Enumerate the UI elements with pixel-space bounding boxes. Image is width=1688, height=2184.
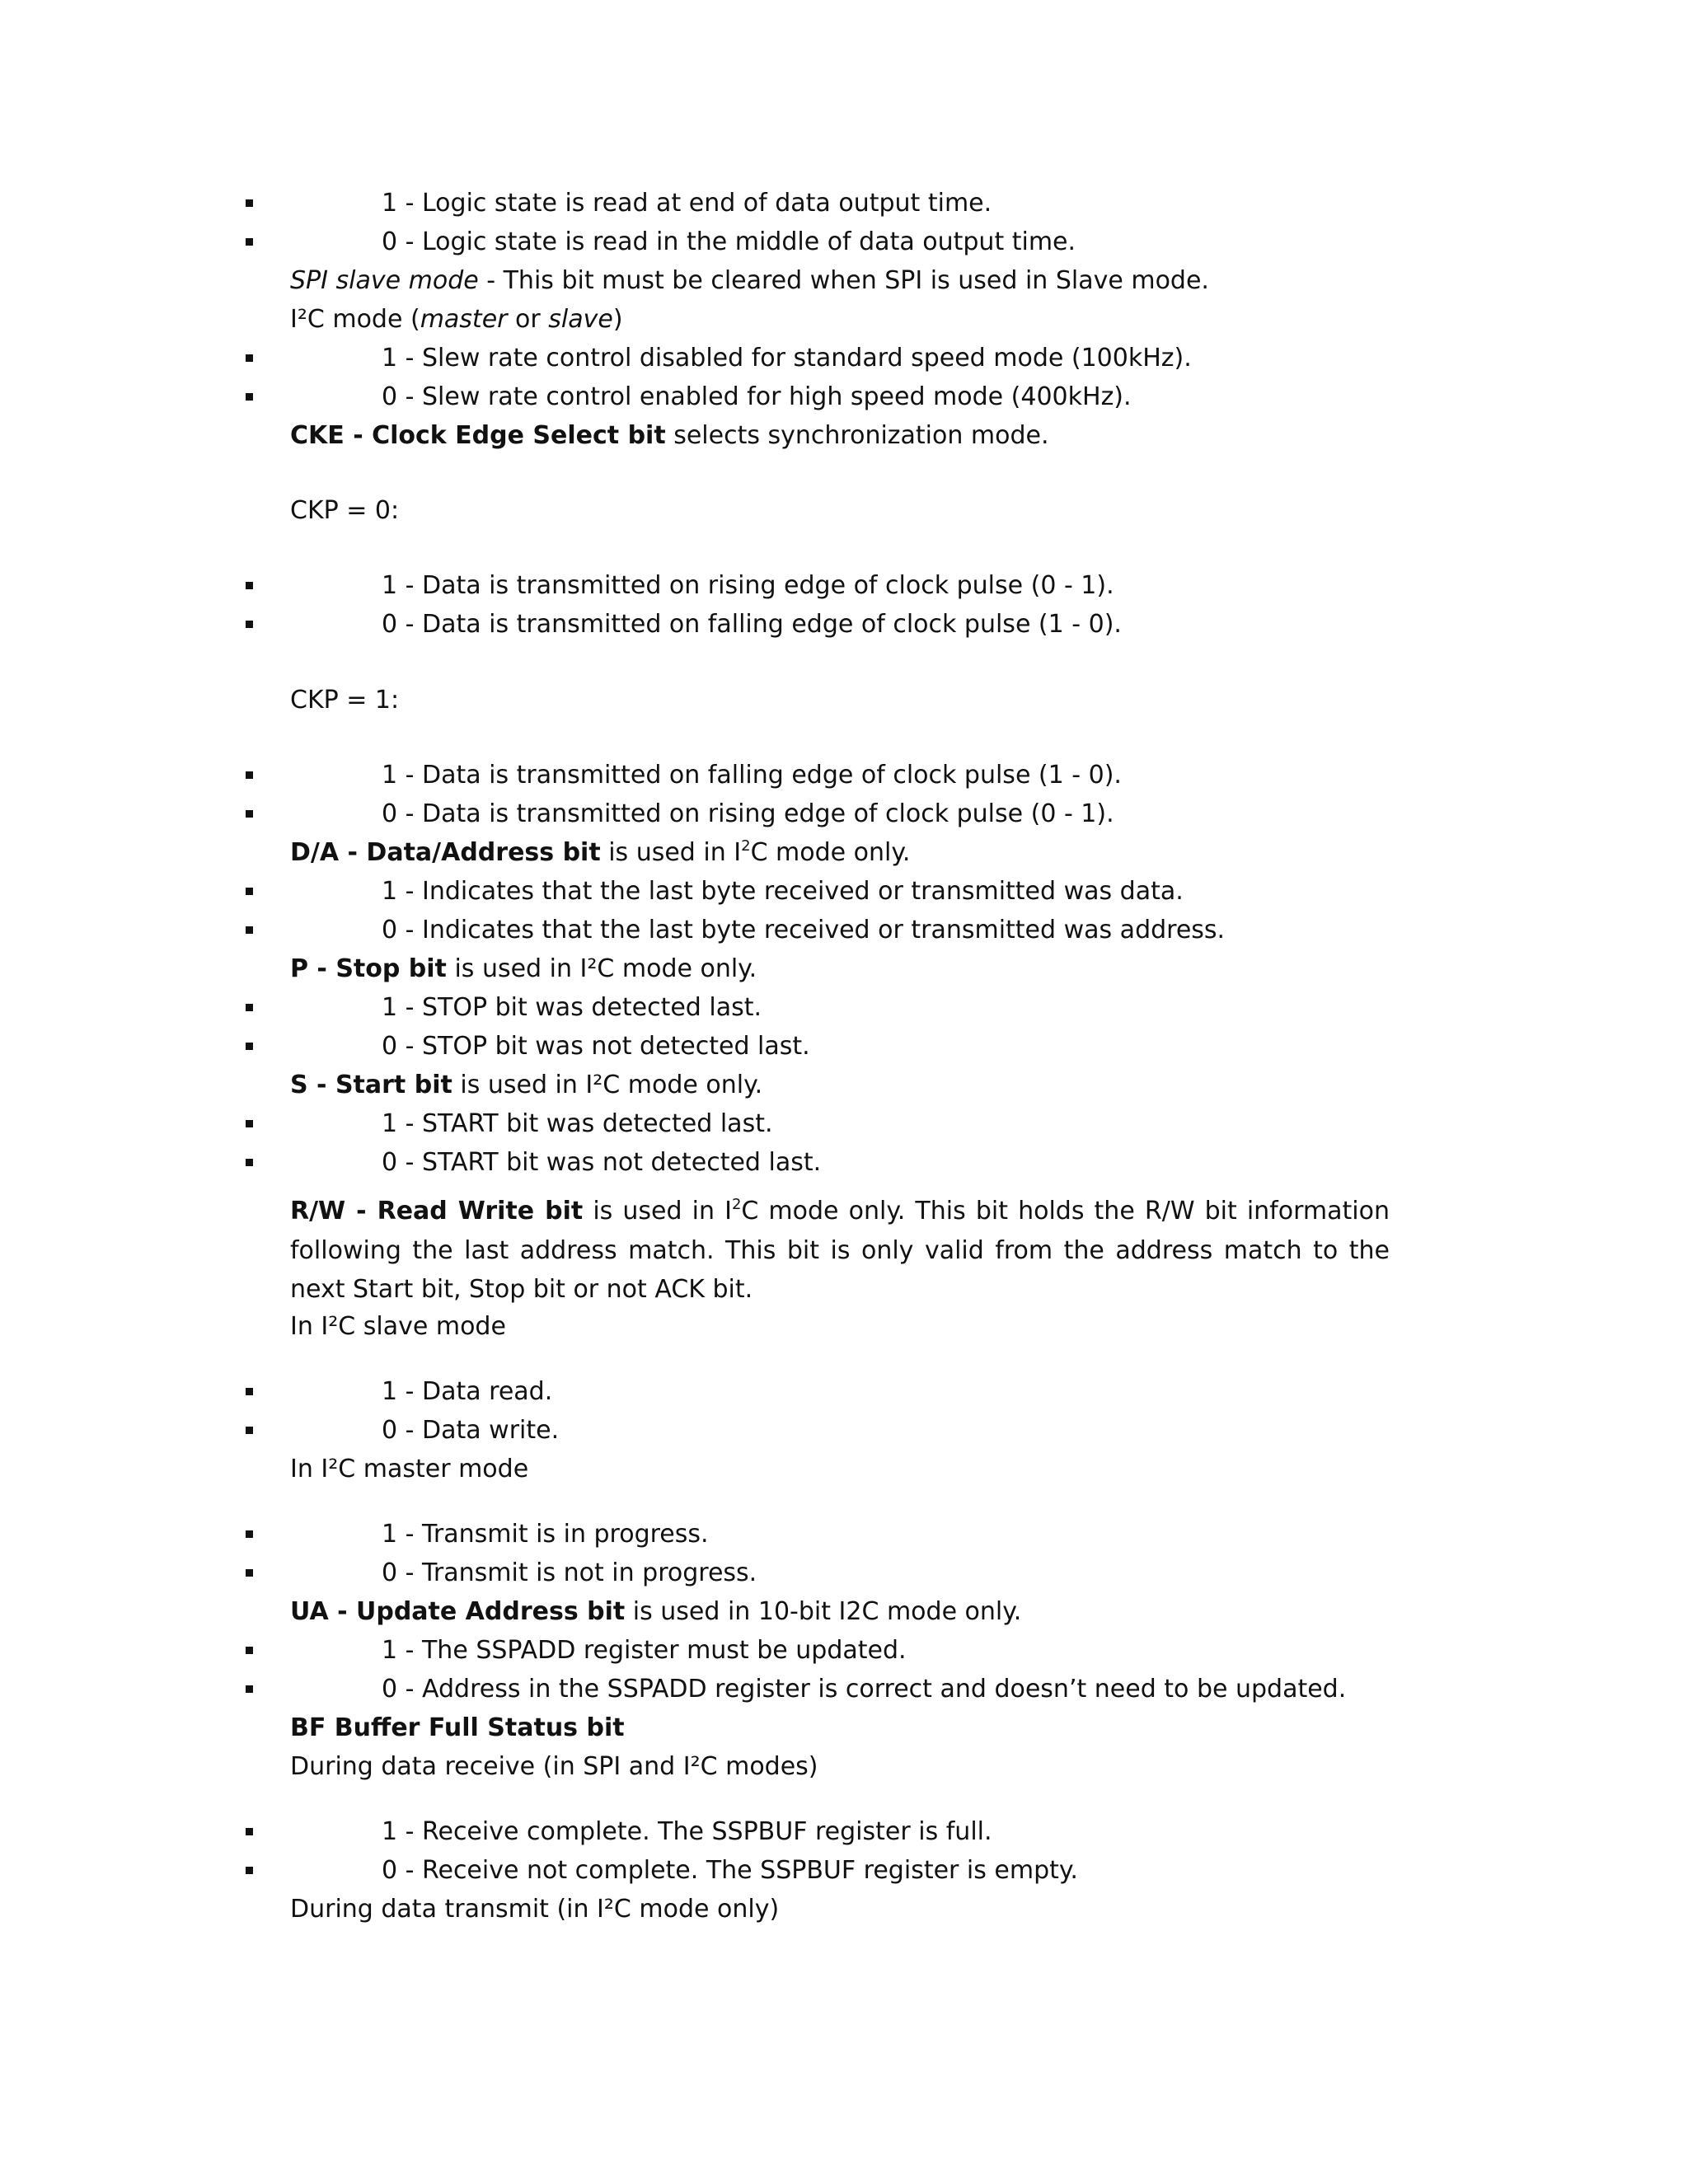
list-item-text: 1 - STOP bit was detected last.: [382, 993, 762, 1022]
ckp1-label: CKP = 1:: [290, 686, 400, 715]
list-item: [0, 1671, 1688, 1708]
list-item: [0, 1813, 1688, 1851]
cke-text: selects synchronization mode.: [665, 421, 1049, 450]
master-mode-label: In I²C master mode: [290, 1455, 529, 1483]
list-item-text: 1 - Data is transmitted on falling edge of clock pulse (1 - 0).: [382, 761, 1122, 790]
bullet-icon: [246, 1685, 253, 1693]
list-item-text: 0 - Receive not complete. The SSPBUF register is empty.: [382, 1856, 1078, 1885]
bf-receive-label: During data receive (in SPI and I²C modes): [290, 1752, 818, 1781]
list-item: [0, 873, 1688, 911]
paragraph-text: [290, 417, 1049, 455]
list-item-text: 1 - Receive complete. The SSPBUF register is full.: [382, 1817, 992, 1846]
cke-title: CKE - Clock Edge Select bit: [290, 421, 666, 450]
bullet-icon: [246, 1043, 253, 1050]
s-text: is used in I²C mode only.: [452, 1071, 763, 1099]
section-heading: [0, 950, 1688, 988]
da-text: is used in I: [600, 838, 742, 867]
bullet-icon: [246, 926, 253, 934]
bullet-icon: [246, 582, 253, 589]
rw-text: is used in I: [583, 1197, 732, 1226]
list-item-text: 0 - Data write.: [382, 1416, 560, 1445]
bullet-icon: [246, 1427, 253, 1434]
list-item-text: 1 - Data is transmitted on rising edge of clock pulse (0 - 1).: [382, 571, 1114, 600]
s-title: S - Start bit: [290, 1071, 452, 1099]
bf-transmit-label: During data transmit (in I²C mode only): [290, 1895, 780, 1924]
paragraph: [0, 682, 1688, 719]
list-item-text: 0 - Slew rate control enabled for high speed mode (400kHz).: [382, 382, 1132, 411]
list-item-text: 0 - Data is transmitted on rising edge of clock pulse (0 - 1).: [382, 799, 1114, 828]
list-item: [0, 757, 1688, 794]
spi-slave-mode-text: - This bit must be cleared when SPI is used in Slave mode.: [478, 266, 1209, 295]
paragraph: [0, 262, 1688, 300]
bullet-icon: [246, 393, 253, 401]
bullet-icon: [246, 1569, 253, 1577]
list-item-text: 1 - Transmit is in progress.: [382, 1520, 709, 1549]
list-item: [0, 378, 1688, 416]
list-item-text: 0 - Data is transmitted on falling edge of clock pulse (1 - 0).: [382, 610, 1122, 639]
bullet-icon: [246, 1159, 253, 1166]
list-item-text: 1 - Logic state is read at end of data output time.: [382, 189, 992, 218]
list-item: [0, 1632, 1688, 1670]
list-item-text: 0 - Address in the SSPADD register is correct and doesn’t need to be updated.: [382, 1675, 1347, 1704]
paragraph-text: [290, 1593, 1021, 1631]
list-item: [0, 1852, 1688, 1890]
da-text-end: C mode only.: [750, 838, 911, 867]
bullet-icon: [246, 1647, 253, 1654]
list-item: [0, 1028, 1688, 1066]
slave-text: slave: [548, 305, 613, 334]
paragraph: [0, 1748, 1688, 1786]
bullet-icon: [246, 1867, 253, 1874]
bullet-icon: [246, 1828, 253, 1835]
paragraph: [0, 1891, 1688, 1929]
paragraph-text: [290, 834, 910, 872]
list-item-text: 1 - Slew rate control disabled for standard speed mode (100kHz).: [382, 344, 1192, 373]
bullet-icon: [246, 238, 253, 246]
bullet-icon: [246, 771, 253, 779]
paragraph-text: [290, 1066, 762, 1104]
paragraph-text: [290, 301, 623, 339]
paragraph-text: [290, 262, 1209, 300]
list-item: [0, 1144, 1688, 1182]
rw-title: R/W - Read Write bit: [290, 1197, 584, 1226]
list-item-text: 0 - START bit was not detected last.: [382, 1148, 822, 1177]
bullet-icon: [246, 888, 253, 895]
list-item: [0, 567, 1688, 605]
list-item: [0, 1412, 1688, 1450]
list-item: [0, 1373, 1688, 1411]
p-text: is used in I²C mode only.: [446, 954, 757, 983]
da-title: D/A - Data/Address bit: [290, 838, 601, 867]
section-heading: [0, 834, 1688, 872]
list-item: [0, 1105, 1688, 1143]
list-item: [0, 340, 1688, 377]
ua-text: is used in 10-bit I2C mode only.: [625, 1597, 1022, 1626]
bullet-icon: [246, 1120, 253, 1127]
list-item: [0, 185, 1688, 223]
rw-paragraph: [290, 1192, 1390, 1310]
list-item-text: 1 - START bit was detected last.: [382, 1109, 773, 1138]
bullet-icon: [246, 1388, 253, 1395]
bullet-icon: [246, 621, 253, 628]
slave-mode-label: In I²C slave mode: [290, 1312, 506, 1341]
paragraph: [0, 1308, 1688, 1346]
paren-text: ): [612, 305, 623, 334]
section-heading: [0, 417, 1688, 455]
list-item: [0, 912, 1688, 949]
list-item: [0, 606, 1688, 644]
spi-slave-mode-label: SPI slave mode: [290, 266, 479, 295]
superscript: 2: [731, 1196, 742, 1213]
list-item: [0, 1554, 1688, 1592]
list-item-text: 0 - Transmit is not in progress.: [382, 1558, 757, 1587]
paragraph: [0, 1451, 1688, 1488]
i2c-mode-label: I²C mode (: [290, 305, 420, 334]
list-item-text: 0 - STOP bit was not detected last.: [382, 1032, 810, 1061]
paragraph: [0, 301, 1688, 339]
rw-text-end: C mode only. This bit holds the R/W bit information following the last address match. This bit is only valid from the address match to the next Start bit, Stop bit or not ACK bit.: [290, 1197, 1390, 1304]
ckp0-label: CKP = 0:: [290, 496, 400, 525]
paragraph-text: [290, 950, 757, 988]
p-title: P - Stop bit: [290, 954, 447, 983]
ua-title: UA - Update Address bit: [290, 1597, 626, 1626]
list-item: [0, 795, 1688, 833]
bullet-icon: [246, 1004, 253, 1011]
list-item-text: 1 - The SSPADD register must be updated.: [382, 1636, 907, 1665]
bullet-icon: [246, 354, 253, 362]
list-item-text: 1 - Data read.: [382, 1377, 553, 1406]
bf-title: BF Buffer Full Status bit: [290, 1713, 625, 1742]
section-heading: [0, 1593, 1688, 1631]
or-text: or: [507, 305, 549, 334]
list-item: [0, 989, 1688, 1027]
bullet-icon: [246, 199, 253, 207]
list-item: [0, 1516, 1688, 1554]
list-item-text: 0 - Logic state is read in the middle of data output time.: [382, 227, 1076, 256]
master-text: master: [420, 305, 508, 334]
bullet-icon: [246, 1530, 253, 1538]
list-item-text: 1 - Indicates that the last byte received or transmitted was data.: [382, 877, 1184, 906]
section-heading: [0, 1709, 1688, 1747]
list-item-text: 0 - Indicates that the last byte received or transmitted was address.: [382, 916, 1226, 944]
paragraph: [0, 492, 1688, 530]
bullet-icon: [246, 810, 253, 818]
list-item: [0, 223, 1688, 261]
section-heading: [0, 1066, 1688, 1104]
superscript: 2: [741, 837, 751, 855]
